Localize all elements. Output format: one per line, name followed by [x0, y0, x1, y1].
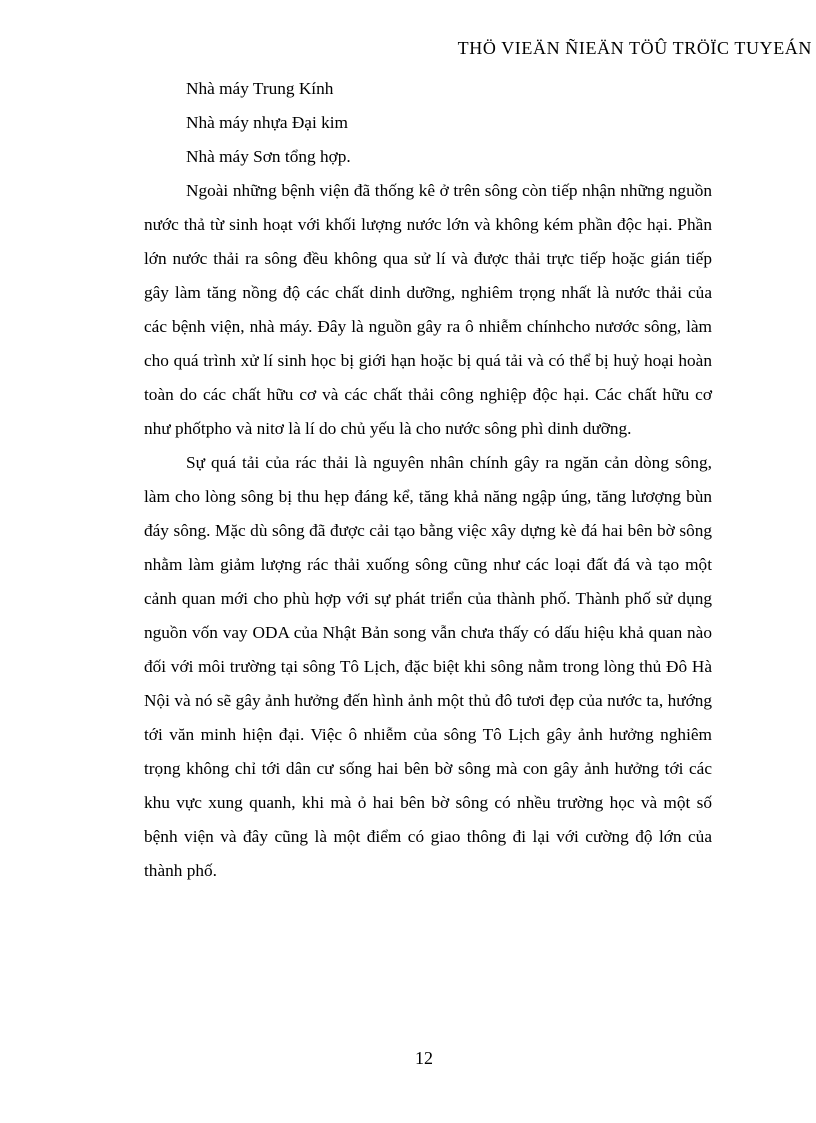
list-item: Nhà máy Trung Kính [186, 79, 334, 98]
list-item: Nhà máy nhựa Đại kim [186, 113, 348, 132]
running-header: THÖ VIEÄN ÑIEÄN TÖÛ TRÖÏC TUYEÁN [457, 38, 812, 58]
page-number: 12 [415, 1048, 433, 1068]
list-item: Nhà máy Sơn tổng hợp. [186, 147, 351, 166]
document-body [144, 72, 712, 888]
paragraph: Sự quá tải của rác thải là nguyên nhân chính gây ra ngăn cản dòng sông, làm cho lòng sông bị thu hẹp đáng kể, tăng khả năng ngập úng, tăng lươợng bùn đáy sông. Mặc dù sông đã được cải tạo bằng việc xây dựng kè đá hai bên bờ sông nhằm làm giảm lượng rác thải xuống sông cũng như các loại đất đá và tạo một cảnh quan mới cho phù hợp với sự phát triển của thành phố. Thành phố sử dụng nguồn vốn vay ODA của Nhật Bản song vẫn chưa thấy có dấu hiệu khả quan nào đối với môi trường tại sông Tô Lịch, đặc biệt khi sông nằm trong lòng thủ Đô Hà Nội và nó sẽ gây ảnh hưởng đến hình ảnh một thủ đô tươi đẹp của nước ta, hướng tới văn minh hiện đại. Việc ô nhiễm của sông Tô Lịch gây ảnh hưởng nghiêm trọng không chỉ tới dân cư sống hai bên bờ sông mà con gây ảnh hưởng tới các khu vực xung quanh, khi mà ỏ hai bên bờ sông có nhều trường học và một số bệnh viện và đây cũng là một điểm có giao thông đi lại với cường độ lớn của thành phố. [144, 453, 712, 880]
paragraph: Ngoài những bệnh viện đã thống kê ở trên sông còn tiếp nhận những nguồn nước thả từ sinh hoạt với khối lượng nước lớn và không kém phần độc hại. Phần lớn nước thải ra sông đều không qua sử lí và được thải trực tiếp hoặc gián tiếp gây làm tăng nồng độ các chất dinh dưỡng, nghiêm trọng nhất là nước thải của các bệnh viện, nhà máy. Đây là nguồn gây ra ô nhiễm chínhcho nươớc sông, làm cho quá trình xử lí sinh học bị giới hạn hoặc bị quá tải và có thể bị huỷ hoại hoàn toàn do các chất hữu cơ và các chất thải công nghiệp độc hại. Các chất hữu cơ như phốtpho và nitơ là lí do chủ yếu là cho nước sông phì dinh dưỡng. [144, 181, 712, 438]
